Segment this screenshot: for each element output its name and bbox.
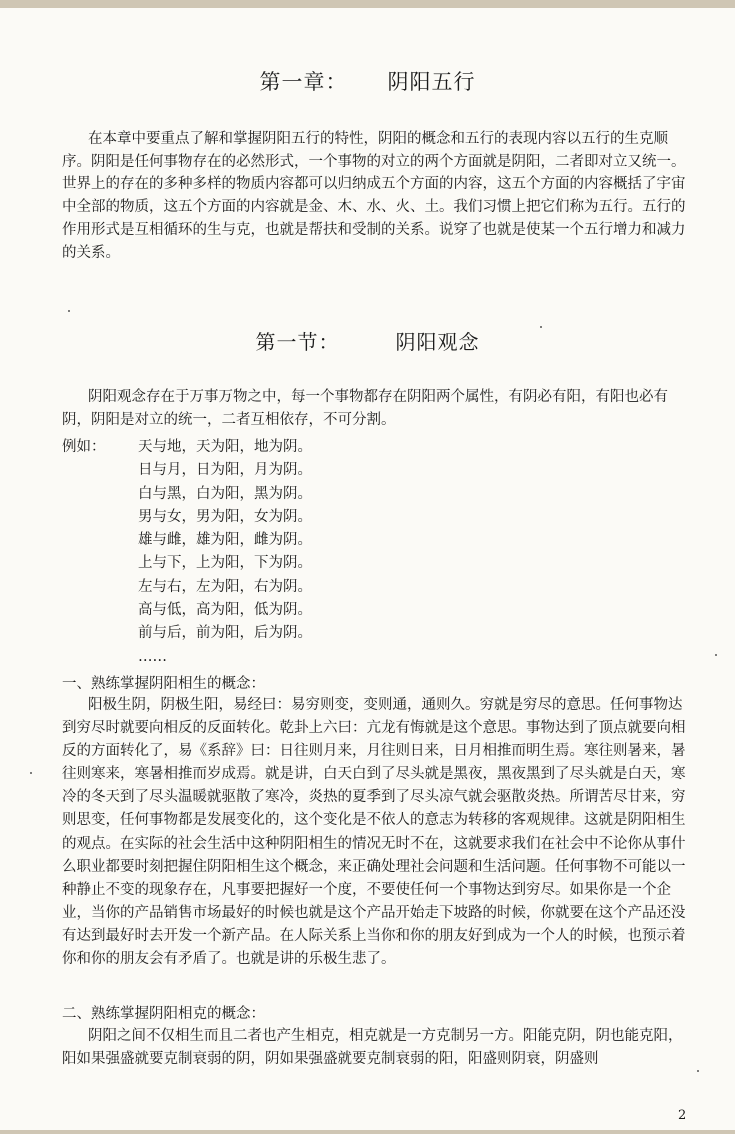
section-title <box>0 326 735 355</box>
section-name: 阴阳观念 <box>395 330 480 354</box>
example-row <box>62 529 312 552</box>
scan-speck <box>30 772 32 774</box>
example-item: 高与低，高为阳，低为阴。 <box>138 602 312 619</box>
chapter-label: 第一章： <box>259 70 348 94</box>
example-item: 左与右，左为阳，右为阴。 <box>138 578 312 595</box>
examples-lead: 例如： <box>62 439 106 455</box>
example-row <box>62 436 312 459</box>
intro-text: 在本章中要重点了解和掌握阴阳五行的特性，阴阳的概念和五行的表现内容以五行的生克顺序。阴阳是任何事物存在的必然形式，一个事物的对立的两个方面就是阴阳，二者即对立又统一。世界上的存在的多种多样的物质内容都可以归纳成五个方面的内容，这五个方面的内容概括了宇宙中全部的物质，这五个方面的内容就是金、木、水、火、土。我们习惯上把它们称为五行。五行的作用形式是互相循环的生与克，也就是帮扶和受制的关系。说穿了也就是使某一个五行增力和减力的关系。 <box>62 131 686 261</box>
concept-text: 阴阳观念存在于万事万物之中，每一个事物都存在阴阳两个属性，有阴必有阳，有阳也必有阴，阴阳是对立的统一，二者互相依存，不可分割。 <box>62 389 668 428</box>
mutual-restraint-text: 阴阳之间不仅相生而且二者也产生相克，相克就是一方克制另一方。阳能克阴，阴也能克阳，阳如果强盛就要克制衰弱的阴，阴如果强盛就要克制衰弱的阳，阳盛则阴衰，阴盛则 <box>62 1028 683 1067</box>
heading-mutual-restraint: 二、熟练掌握阴阳相克的概念： <box>62 1006 265 1022</box>
intro-paragraph <box>62 128 696 264</box>
chapter-title <box>0 66 735 96</box>
example-row <box>62 622 312 645</box>
mutual-generation-paragraph <box>62 694 696 971</box>
example-row <box>62 506 312 529</box>
concept-paragraph <box>62 386 696 431</box>
example-item: 前与后，前为阳，后为阴。 <box>138 625 312 642</box>
example-item: 日与月，日为阳，月为阴。 <box>138 462 312 479</box>
heading-mutual-generation: 一、熟练掌握阴阳相生的概念： <box>62 676 265 692</box>
scan-speck <box>697 1070 699 1072</box>
example-row <box>62 483 312 506</box>
example-item: 天与地，天为阳，地为阴。 <box>138 439 312 455</box>
example-row <box>62 459 312 482</box>
chapter-name: 阴阳五行 <box>387 70 476 94</box>
scan-speck <box>715 654 717 656</box>
document-page <box>0 8 735 1130</box>
examples-list <box>62 436 312 669</box>
mutual-restraint-paragraph <box>62 1025 696 1071</box>
example-row <box>62 552 312 575</box>
page-number: 2 <box>678 1108 687 1123</box>
example-row <box>62 576 312 599</box>
scan-speck <box>540 326 542 328</box>
example-item: 上与下，上为阳，下为阴。 <box>138 555 312 572</box>
example-item: 男与女，男为阳，女为阴。 <box>138 508 312 525</box>
examples-ellipsis: …… <box>138 648 167 665</box>
example-item: 雄与雌，雄为阳，雌为阴。 <box>138 532 312 549</box>
section-label: 第一节： <box>255 330 340 354</box>
example-row <box>62 646 312 669</box>
mutual-generation-text: 阳极生阴，阴极生阳，易经曰：易穷则变，变则通，通则久。穷就是穷尽的意思。任何事物达到穷尽时就要向相反的反面转化。乾卦上六曰：亢龙有悔就是这个意思。事物达到了顶点就要向相反的方面转化了，易《系辞》曰：日往则月来，月往则日来，日月相推而明生焉。寒往则暑来，暑往则寒来，寒暑相推而岁成焉。就是讲，白天白到了尽头就是黑夜，黑夜黑到了尽头就是白天，寒冷的冬天到了尽头温暖就驱散了寒冷，炎热的夏季到了尽头凉气就会驱散炎热。所谓苦尽甘来，穷则思变，任何事物都是发展变化的，这个变化是不依人的意志为转移的客观规律。这就是阴阳相生的观点。在实际的社会生活中这种阴阳相生的情况无时不在，这就要求我们在社会中不论你从事什么职业都要时刻把握住阴阳相生这个概念，来正确处理社会问题和生活问题。任何事物不可能以一种静止不变的现象存在，凡事要把握好一个度，不要使任何一个事物达到穷尽。如果你是一个企业，当你的产品销售市场最好的时候也就是这个产品开始走下坡路的时候，你就要在这个产品还没有达到最好时去开发一个新产品。在人际关系上当你和你的朋友好到成为一个人的时候，也预示着你和你的朋友会有矛盾了。也就是讲的乐极生悲了。 <box>62 697 686 968</box>
example-row <box>62 599 312 622</box>
scan-speck <box>68 310 70 312</box>
example-item: 白与黑，白为阳，黑为阴。 <box>138 485 312 502</box>
